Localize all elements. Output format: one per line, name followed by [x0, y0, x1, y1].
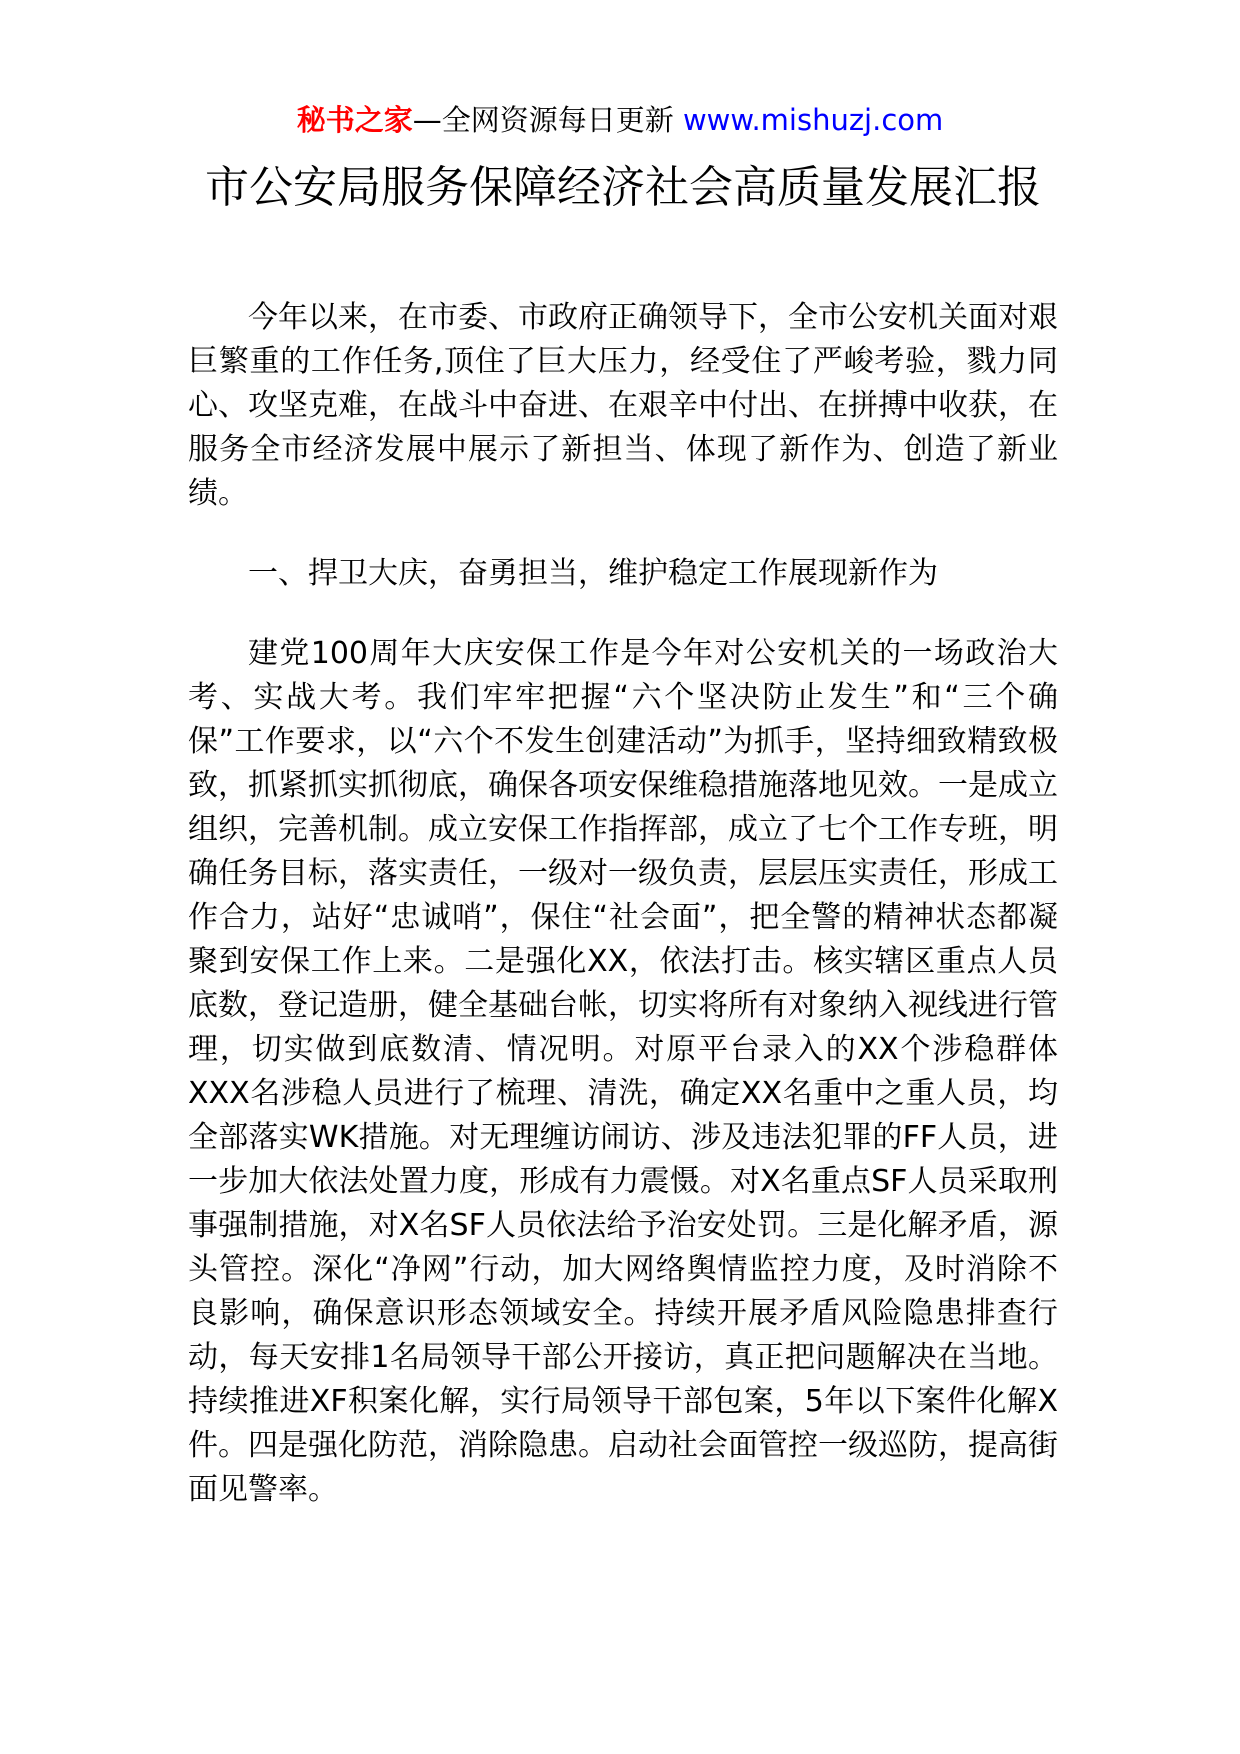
paragraph-spacer — [188, 516, 1058, 552]
site-url-link[interactable]: www.mishuzj.com — [682, 103, 944, 137]
banner-tagline: —全网资源每日更新 — [412, 103, 674, 137]
intro-paragraph: 今年以来，在市委、市政府正确领导下，全市公安机关面对艰巨繁重的工作任务,顶住了巨大压力，经受住了严峻考验，戮力同心、攻坚克难，在战斗中奋进、在艰辛中付出、在拼搏中收获，在服务全市经济发展中展示了新担当、体现了新作为、创造了新业绩。 — [188, 300, 1058, 511]
document-title: 市公安局服务保障经济社会高质量发展汇报 — [205, 162, 1041, 213]
document-body — [188, 296, 1058, 1512]
paragraph-spacer — [188, 596, 1058, 632]
brand-name: 秘书之家 — [296, 103, 413, 137]
section-heading-1: 一、捍卫大庆，奋勇担当，维护稳定工作展现新作为 — [248, 556, 938, 591]
site-banner — [0, 100, 1240, 140]
section-1-paragraph: 建党100周年大庆安保工作是今年对公安机关的一场政治大考、实战大考。我们牢牢把握“六个坚决防止发生”和“三个确保”工作要求，以“六个不发生创建活动”为抓手，坚持细致精致极致，抓紧抓实抓彻底，确保各项安保维稳措施落地见效。一是成立组织，完善机制。成立安保工作指挥部，成立了七个工作专班，明确任务目标，落实责任，一级对一级负责，层层压实责任，形成工作合力，站好“忠诚哨”，保住“社会面”，把全警的精神状态都凝聚到安保工作上来。二是强化XX，依法打击。核实辖区重点人员底数，登记造册，健全基础台帐，切实将所有对象纳入视线进行管理，切实做到底数清、情况明。对原平台录入的XX个涉稳群体XXX名涉稳人员进行了梳理、清洗，确定XX名重中之重人员，均全部落实WK措施。对无理缠访闹访、涉及违法犯罪的FF人员，进一步加大依法处置力度，形成有力震慑。对X名重点SF人员采取刑事强制措施，对X名SF人员依法给予治安处罚。三是化解矛盾，源头管控。深化“净网”行动，加大网络舆情监控力度，及时消除不良影响，确保意识形态领域安全。持续开展矛盾风险隐患排查行动，每天安排1名局领导干部公开接访，真正把问题解决在当地。持续推进XF积案化解，实行局领导干部包案，5年以下案件化解X件。四是强化防范，消除隐患。启动社会面管控一级巡防，提高街面见警率。 — [188, 636, 1058, 1507]
